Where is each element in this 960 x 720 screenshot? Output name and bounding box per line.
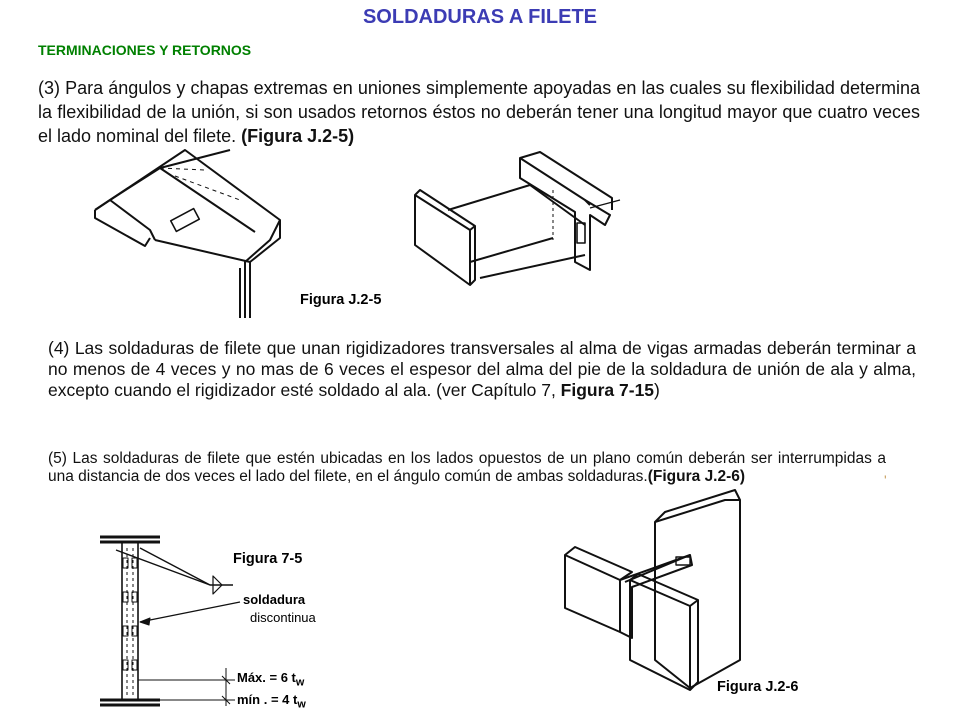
figure-j26-caption: Figura J.2-6 bbox=[717, 679, 799, 695]
figure-j26-drawing bbox=[565, 490, 740, 690]
min-distance-label bbox=[237, 692, 306, 711]
paragraph-4-ref: Figura 7-15 bbox=[560, 380, 655, 400]
figure-7-5-caption: Figura 7-5 bbox=[233, 551, 303, 567]
min-distance-subscript: w bbox=[297, 698, 306, 711]
paragraph-4-text: (4) Las soldaduras de filete que unan rigidizadores transversales al alma de vigas armadas deberán terminar a no menos de 4 veces y no mas de 6 veces el espesor del alma del pie de la soldadura de unión de ala y alma, excepto cuando el rigidizador esté soldado al ala. (ver Capítulo 7, bbox=[48, 338, 916, 400]
max-distance-subscript: w bbox=[295, 676, 305, 689]
weld-label: soldadura bbox=[243, 592, 306, 607]
page-title: SOLDADURAS A FILETE bbox=[362, 6, 598, 28]
min-distance-text: mín . = 4 t bbox=[237, 692, 298, 707]
paragraph-3-text: (3) Para ángulos y chapas extremas en uniones simplemente apoyadas en las cuales su flexibilidad determina la flexibilidad de la unión, si son usados retornos éstos no deberán tener una longitud mayor que cuatro veces el lado nominal del filete. bbox=[38, 78, 920, 146]
paragraph-3-ref: (Figura J.2-5) bbox=[241, 126, 355, 146]
paragraph-5-ref: (Figura J.2-6) bbox=[647, 468, 746, 485]
figure-j25-left-drawing bbox=[95, 150, 280, 318]
max-distance-text: Máx. = 6 t bbox=[237, 670, 296, 685]
paragraph-4-end: ) bbox=[654, 380, 660, 400]
weld-label-discontinuous: discontinua bbox=[250, 610, 316, 625]
figure-j25-caption: Figura J.2-5 bbox=[300, 292, 382, 308]
paragraph-5-text: (5) Las soldaduras de filete que estén ubicadas en los lados opuestos de un plano común deberán ser interrumpidas a una distancia de dos veces el lado del filete, en el ángulo común de ambas soldaduras. bbox=[48, 450, 886, 485]
max-distance-label bbox=[237, 670, 304, 689]
figure-7-5-drawing bbox=[100, 537, 240, 706]
stray-mark: ' bbox=[884, 472, 887, 488]
figure-j25-right-drawing bbox=[415, 152, 620, 285]
section-subtitle: TERMINACIONES Y RETORNOS bbox=[38, 42, 252, 58]
